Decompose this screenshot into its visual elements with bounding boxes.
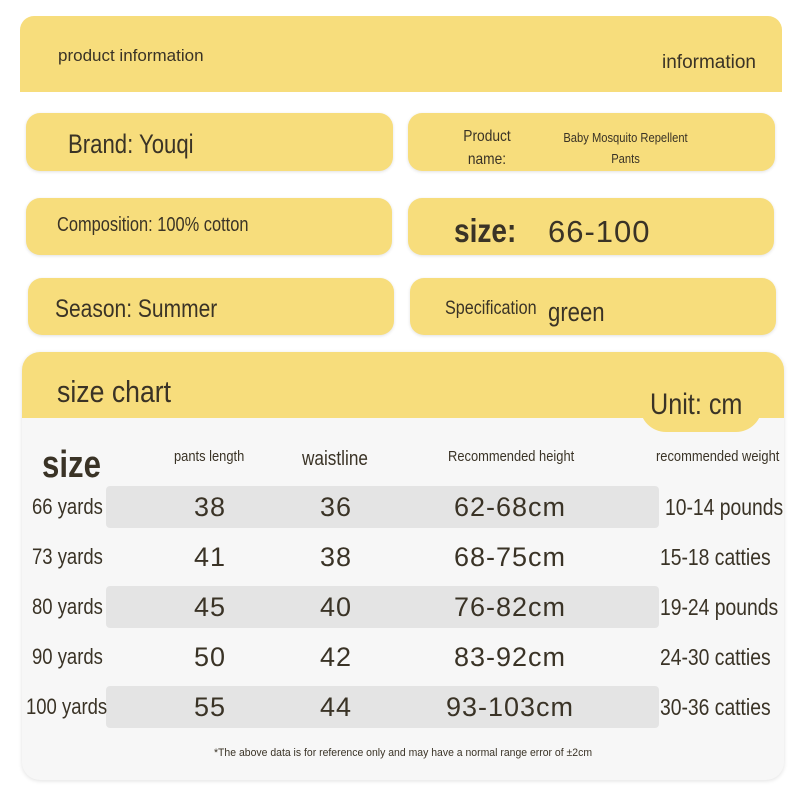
banner-subtitle: information [662,52,756,73]
size-chart-title: size chart [57,374,172,409]
size-value: 66-100 [548,214,651,249]
unit-badge [640,380,762,432]
season-text: Season: Summer [55,295,218,323]
cell-waistline: 36 [319,492,353,522]
cell-size: 90 yards [32,644,103,669]
cell-recommended-weight: 10-14 pounds [665,494,784,520]
cell-recommended-height: 93-103cm [445,692,575,722]
cell-recommended-weight: 30-36 catties [660,694,771,720]
cell-recommended-height: 76-82cm [453,592,567,622]
composition-card [26,198,392,255]
cell-recommended-weight: 15-18 catties [660,544,771,570]
brand-text: Brand: Youqi [68,129,194,159]
table-row [22,586,784,628]
table-row [22,636,784,678]
cell-recommended-height: 62-68cm [453,492,567,522]
column-header-pants-length: pants length [174,448,245,465]
column-header-waistline: waistline [302,448,368,470]
cell-recommended-weight: 19-24 pounds [660,594,779,620]
cell-waistline: 44 [319,692,353,722]
cell-size: 80 yards [32,594,103,619]
column-header-recommended-weight: recommended weight [656,448,780,465]
cell-waistline: 40 [319,592,353,622]
table-row [22,686,784,728]
size-chart-panel [22,352,784,780]
cell-recommended-height: 83-92cm [453,642,567,672]
cell-recommended-height: 68-75cm [453,542,567,572]
cell-size: 100 yards [26,694,108,719]
size-label: size: [454,212,517,249]
column-header-recommended-height: Recommended height [448,448,575,465]
composition-text: Composition: 100% cotton [57,214,249,236]
product-information-banner [20,16,782,92]
cell-size: 73 yards [32,544,103,569]
banner-title: product information [58,46,204,65]
cell-pants-length: 55 [193,692,227,722]
product-name-label: Product name: [463,128,511,168]
brand-card [26,113,393,171]
cell-size: 66 yards [32,494,103,519]
reference-note: *The above data is for reference only and may have a normal range error of ±2cm [213,747,593,759]
cell-pants-length: 41 [193,542,227,572]
cell-pants-length: 38 [193,492,227,522]
cell-recommended-weight: 24-30 catties [660,644,771,670]
table-row [22,536,784,578]
column-header-size: size [42,444,101,486]
cell-pants-length: 45 [193,592,227,622]
cell-pants-length: 50 [193,642,227,672]
season-card [28,278,394,335]
product-name-value: Baby Mosquito Repellent Pants [563,130,688,166]
unit-text: Unit: cm [650,388,743,421]
cell-waistline: 38 [319,542,353,572]
product-name-card [408,113,775,171]
specification-value: green [548,297,605,327]
size-range-card [408,198,774,255]
specification-label: Specification [445,298,537,319]
specification-card [410,278,776,335]
table-row [22,486,784,528]
cell-waistline: 42 [319,642,353,672]
